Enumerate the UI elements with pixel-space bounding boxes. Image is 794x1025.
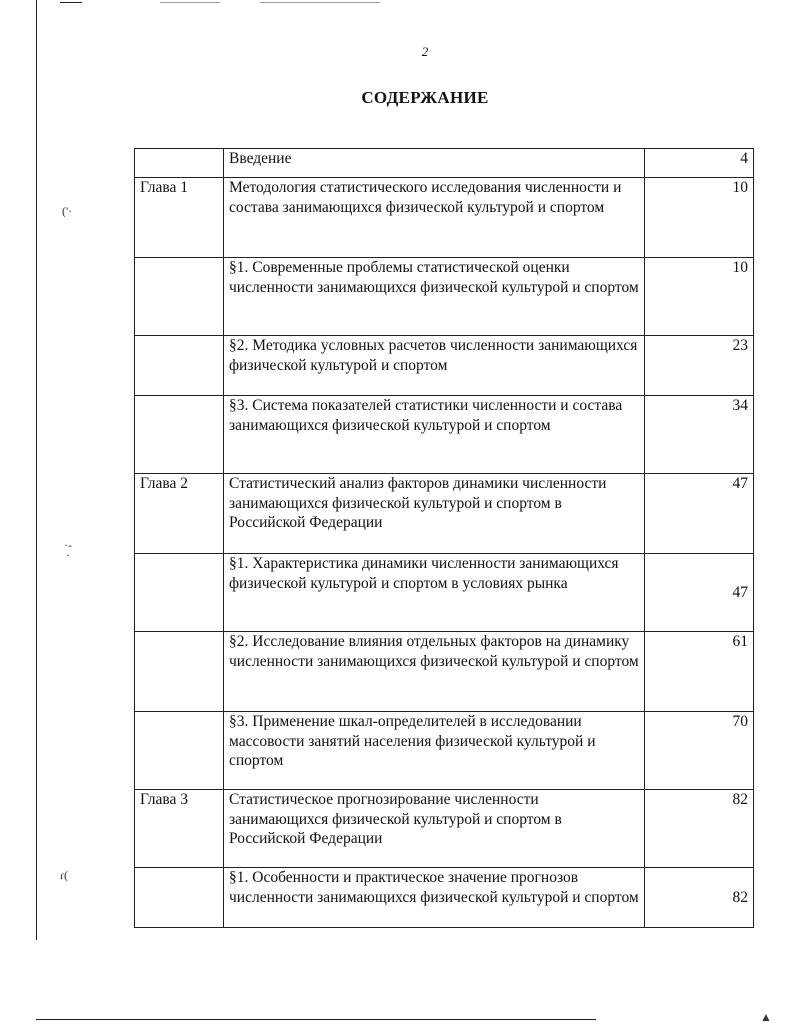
- toc-title: §1. Характеристика динамики численности занимающихся физической культурой и спортом в условиях рынка: [224, 554, 645, 632]
- toc-title: §3. Применение шкал-определителей в исследовании массовости занятий населения физической культурой и спортом: [224, 712, 645, 790]
- toc-row: [135, 632, 754, 712]
- toc-row: [135, 178, 754, 258]
- corner-mark: ▲: [760, 1010, 772, 1024]
- toc-row: [135, 149, 754, 178]
- toc-title: §2. Исследование влияния отдельных факторов на динамику численности занимающихся физической культурой и спортом: [224, 632, 645, 712]
- margin-mark-3: ·: [66, 548, 70, 562]
- toc-chapter: Глава 1: [135, 178, 224, 258]
- toc-chapter: Глава 2: [135, 474, 224, 554]
- toc-row: [135, 396, 754, 474]
- toc-page: 70: [645, 712, 754, 790]
- toc-row: [135, 554, 754, 632]
- page-title: СОДЕРЖАНИЕ: [361, 88, 489, 107]
- scan-edge-top-1: [60, 2, 82, 3]
- toc-page: 23: [645, 336, 754, 396]
- toc-page: 82: [645, 868, 754, 928]
- toc-row: [135, 868, 754, 928]
- toc-title: §3. Система показателей статистики численности и состава занимающихся физической культурой и спортом: [224, 396, 645, 474]
- toc-row: [135, 258, 754, 336]
- toc-row: [135, 336, 754, 396]
- toc-title: Введение: [224, 149, 645, 178]
- toc-chapter: [135, 554, 224, 632]
- toc-title: Статистический анализ факторов динамики численности занимающихся физической культурой и спортом в Российской Федерации: [224, 474, 645, 554]
- toc-title: §1. Особенности и практическое значение прогнозов численности занимающихся физической культурой и спортом: [224, 868, 645, 928]
- toc-page: 10: [645, 178, 754, 258]
- toc-table: [134, 148, 754, 928]
- toc-chapter: [135, 149, 224, 178]
- toc-page: 34: [645, 396, 754, 474]
- scan-edge-left: [36, 0, 37, 940]
- toc-page: 61: [645, 632, 754, 712]
- toc-title: §1. Современные проблемы статистической оценки численности занимающихся физической культурой и спортом: [224, 258, 645, 336]
- margin-mark-2: ·-: [64, 538, 72, 552]
- toc-chapter: [135, 258, 224, 336]
- toc-page: 47: [645, 474, 754, 554]
- toc-page: 47: [645, 554, 754, 632]
- toc-row: [135, 790, 754, 868]
- toc-page: 10: [645, 258, 754, 336]
- toc-chapter: [135, 712, 224, 790]
- toc-title: Статистическое прогнозирование численности занимающихся физической культурой и спортом в Российской Федерации: [224, 790, 645, 868]
- scan-edge-top-2: [160, 2, 220, 3]
- scan-edge-bottom: [36, 1019, 596, 1020]
- page-number: 2: [421, 44, 429, 59]
- toc-chapter: Глава 3: [135, 790, 224, 868]
- toc-chapter: [135, 868, 224, 928]
- toc-chapter: [135, 396, 224, 474]
- toc-page: 4: [645, 149, 754, 178]
- toc-chapter: [135, 632, 224, 712]
- toc-title: Методология статистического исследования численности и состава занимающихся физической культурой и спортом: [224, 178, 645, 258]
- toc-page: 82: [645, 790, 754, 868]
- toc-row: [135, 712, 754, 790]
- toc-title: §2. Методика условных расчетов численности занимающихся физической культурой и спортом: [224, 336, 645, 396]
- margin-mark-4: ɾ(: [60, 868, 68, 882]
- scan-edge-top-3: [260, 2, 380, 3]
- toc-chapter: [135, 336, 224, 396]
- toc-row: [135, 474, 754, 554]
- margin-mark-1: ('·: [62, 204, 73, 218]
